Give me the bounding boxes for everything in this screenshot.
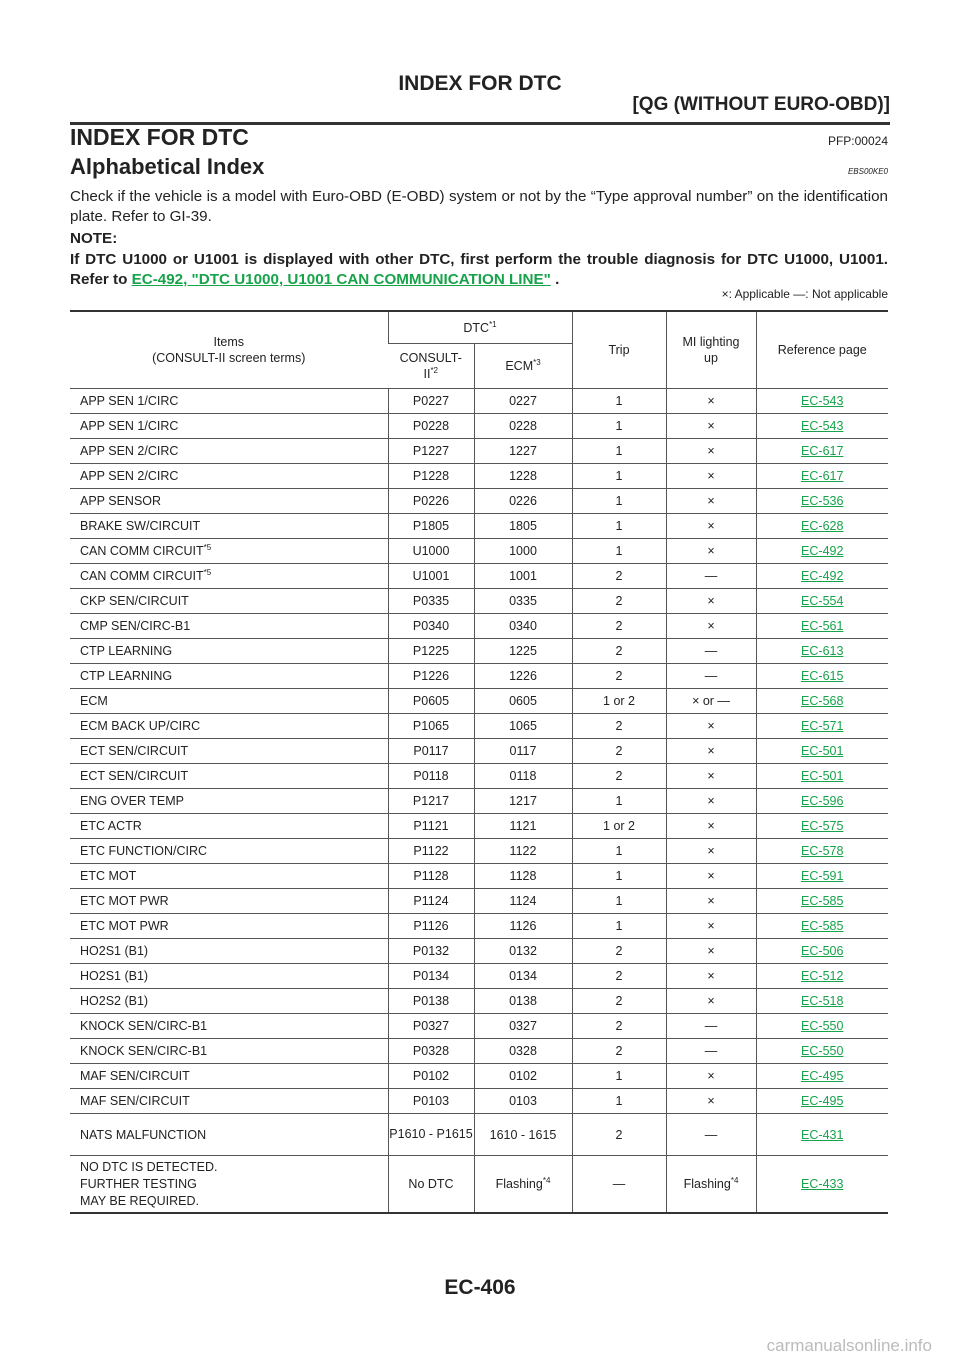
no-dtc-line-1: NO DTC IS DETECTED. (80, 1159, 218, 1174)
cell-item: CKP SEN/CIRCUIT (70, 589, 388, 614)
cell-mi: × (666, 989, 756, 1014)
cell-trip: 2 (572, 1014, 666, 1039)
table-row (70, 964, 888, 989)
table-row-no-dtc (70, 1156, 888, 1214)
cell-trip: 1 or 2 (572, 689, 666, 714)
cell-ecm: 0227 (474, 389, 572, 414)
pfp-code: PFP:00024 (827, 134, 888, 148)
col-header-consult (388, 344, 474, 389)
cell-ref (756, 714, 888, 739)
table-row (70, 1039, 888, 1064)
cell-trip: 1 (572, 439, 666, 464)
cell-ref (756, 864, 888, 889)
col-header-ref: Reference page (756, 311, 888, 389)
cell-item: BRAKE SW/CIRCUIT (70, 514, 388, 539)
reference-link[interactable]: EC-431 (801, 1127, 844, 1142)
cell-ref (756, 1039, 888, 1064)
cell-mi: × (666, 439, 756, 464)
cell-consult: P1805 (388, 514, 474, 539)
reference-link[interactable]: EC-585 (801, 919, 844, 933)
cell-consult: U1001 (388, 564, 474, 589)
cell-ecm: 1227 (474, 439, 572, 464)
cell-item: ETC FUNCTION/CIRC (70, 839, 388, 864)
cell-trip: 2 (572, 664, 666, 689)
cell-trip: 2 (572, 1039, 666, 1064)
cell-ref (756, 839, 888, 864)
cell-ref (756, 464, 888, 489)
cell-ecm: 1610 - 1615 (474, 1114, 572, 1156)
note-text (70, 250, 888, 290)
table-row (70, 814, 888, 839)
items-label: Items (213, 335, 245, 349)
cell-ecm (474, 1156, 572, 1214)
reference-link[interactable]: EC-501 (801, 744, 844, 758)
cell-item: MAF SEN/CIRCUIT (70, 1064, 388, 1089)
col-header-trip: Trip (572, 311, 666, 389)
table-row (70, 1064, 888, 1089)
cell-ecm: 0328 (474, 1039, 572, 1064)
cell-ecm: 0335 (474, 589, 572, 614)
cell-item: ENG OVER TEMP (70, 789, 388, 814)
reference-link[interactable]: EC-554 (801, 594, 844, 608)
running-header-title: INDEX FOR DTC (398, 72, 562, 95)
cell-item: NATS MALFUNCTION (70, 1114, 388, 1156)
cell-item (70, 1156, 388, 1214)
table-row (70, 664, 888, 689)
reference-link[interactable]: EC-591 (801, 869, 844, 883)
cell-mi: — (666, 564, 756, 589)
cell-trip: 2 (572, 939, 666, 964)
cell-trip: 2 (572, 964, 666, 989)
cell-mi: × (666, 764, 756, 789)
reference-link[interactable]: EC-536 (801, 494, 844, 508)
cell-item: APP SEN 1/CIRC (70, 389, 388, 414)
cell-consult: P0335 (388, 589, 474, 614)
cell-item: CTP LEARNING (70, 639, 388, 664)
cell-ref (756, 564, 888, 589)
cell-ecm: 1121 (474, 814, 572, 839)
table-row (70, 839, 888, 864)
cell-trip: 2 (572, 564, 666, 589)
cell-ref (756, 514, 888, 539)
cell-ecm: 0228 (474, 414, 572, 439)
cell-consult: P0227 (388, 389, 474, 414)
reference-link[interactable]: EC-492 (801, 569, 844, 583)
cell-consult: P0228 (388, 414, 474, 439)
cell-mi: × or — (666, 689, 756, 714)
dtc-index-table (70, 310, 888, 1214)
cell-mi: × (666, 1089, 756, 1114)
cell-ecm: 0118 (474, 764, 572, 789)
cell-trip: 1 (572, 864, 666, 889)
cell-item: CTP LEARNING (70, 664, 388, 689)
items-sub-label: (CONSULT-II screen terms) (152, 351, 306, 365)
dtc-label: DTC (463, 320, 490, 335)
cell-consult: P1121 (388, 814, 474, 839)
ecm-footnote: *3 (533, 357, 541, 367)
cell-ref (756, 739, 888, 764)
cell-trip: 2 (572, 739, 666, 764)
item-label: CAN COMM CIRCUIT (80, 569, 204, 583)
cell-consult: P0118 (388, 764, 474, 789)
table-row (70, 1014, 888, 1039)
cell-trip: 2 (572, 1114, 666, 1156)
cell-ecm: 1001 (474, 564, 572, 589)
cell-trip: 1 (572, 414, 666, 439)
table-row (70, 764, 888, 789)
reference-link[interactable]: EC-575 (801, 819, 844, 833)
cell-consult: P0103 (388, 1089, 474, 1114)
cell-trip: 1 (572, 789, 666, 814)
item-label: CAN COMM CIRCUIT (80, 544, 204, 558)
mi-flashing: Flashing (683, 1177, 731, 1191)
table-row (70, 614, 888, 639)
cell-consult: P0134 (388, 964, 474, 989)
table-row (70, 1089, 888, 1114)
cell-trip: 2 (572, 639, 666, 664)
cell-ecm: 1122 (474, 839, 572, 864)
cell-mi: — (666, 1114, 756, 1156)
cell-ref (756, 939, 888, 964)
consult-footnote: *2 (430, 365, 438, 375)
cell-trip: 1 (572, 1089, 666, 1114)
cell-consult: P0226 (388, 489, 474, 514)
cell-consult: P0327 (388, 1014, 474, 1039)
cell-item: APP SENSOR (70, 489, 388, 514)
cell-item: KNOCK SEN/CIRC-B1 (70, 1039, 388, 1064)
cell-consult: P1228 (388, 464, 474, 489)
table-row (70, 1114, 888, 1156)
reference-link[interactable]: EC-550 (801, 1019, 844, 1033)
reference-link[interactable]: EC-543 (801, 419, 844, 433)
cell-consult: P1217 (388, 789, 474, 814)
subsection-title: Alphabetical Index (70, 154, 265, 179)
cell-ecm: 1128 (474, 864, 572, 889)
cell-trip: 1 (572, 839, 666, 864)
cell-mi: × (666, 414, 756, 439)
cell-ref (756, 539, 888, 564)
cell-ref (756, 389, 888, 414)
cell-ecm: 0605 (474, 689, 572, 714)
consult-label-a: CONSULT- (399, 351, 462, 365)
ecm-flashing-footnote: *4 (542, 1175, 551, 1185)
cell-ref (756, 689, 888, 714)
cell-ecm: 1000 (474, 539, 572, 564)
reference-link[interactable]: EC-617 (801, 469, 844, 483)
cell-ref (756, 664, 888, 689)
no-dtc-line-3: MAY BE REQUIRED. (80, 1193, 200, 1208)
cell-mi: × (666, 614, 756, 639)
cell-mi: × (666, 714, 756, 739)
ecm-label: ECM (505, 359, 534, 373)
reference-link[interactable]: EC-617 (801, 444, 844, 458)
cell-ecm: 1805 (474, 514, 572, 539)
cell-trip: 1 or 2 (572, 814, 666, 839)
cell-item: APP SEN 1/CIRC (70, 414, 388, 439)
table-row (70, 989, 888, 1014)
col-header-items (70, 311, 388, 389)
cell-item: ECT SEN/CIRCUIT (70, 764, 388, 789)
cell-item: ECM BACK UP/CIRC (70, 714, 388, 739)
table-row (70, 789, 888, 814)
cell-item (70, 564, 388, 589)
table-row (70, 439, 888, 464)
cell-ref (756, 1089, 888, 1114)
cell-consult: P1128 (388, 864, 474, 889)
cell-ecm: 1228 (474, 464, 572, 489)
cell-trip: 1 (572, 389, 666, 414)
col-header-mi: MI lighting up (666, 311, 756, 389)
table-row (70, 939, 888, 964)
cell-ecm: 0132 (474, 939, 572, 964)
cell-mi: × (666, 489, 756, 514)
ecm-flashing: Flashing (495, 1177, 543, 1191)
note-end: . (555, 271, 560, 288)
reference-link[interactable]: EC-543 (801, 394, 844, 408)
table-row (70, 414, 888, 439)
cell-ecm: 0327 (474, 1014, 572, 1039)
cell-ref (756, 764, 888, 789)
table-row (70, 864, 888, 889)
site-watermark: carmanualsonline.info (766, 1336, 932, 1355)
cell-trip: 1 (572, 914, 666, 939)
cell-item: ETC ACTR (70, 814, 388, 839)
cell-ecm: 0226 (474, 489, 572, 514)
cell-item: APP SEN 2/CIRC (70, 439, 388, 464)
cell-ref (756, 889, 888, 914)
cell-mi: × (666, 739, 756, 764)
cell-ref (756, 614, 888, 639)
cell-item: HO2S1 (B1) (70, 964, 388, 989)
table-row (70, 714, 888, 739)
cell-trip: 2 (572, 989, 666, 1014)
cell-mi: × (666, 889, 756, 914)
col-header-dtc (388, 311, 572, 344)
cell-ref (756, 489, 888, 514)
cell-item: HO2S1 (B1) (70, 939, 388, 964)
item-footnote: *5 (203, 567, 212, 577)
cell-consult: P0117 (388, 739, 474, 764)
reference-link[interactable]: EC-512 (801, 969, 844, 983)
cell-mi: × (666, 789, 756, 814)
cell-mi: × (666, 839, 756, 864)
cell-ref (756, 789, 888, 814)
cell-trip: 2 (572, 714, 666, 739)
cell-mi: × (666, 864, 756, 889)
cell-trip: 2 (572, 614, 666, 639)
cell-mi: × (666, 914, 756, 939)
reference-link[interactable]: EC-615 (801, 669, 844, 683)
cell-ref (756, 914, 888, 939)
cell-consult: P1126 (388, 914, 474, 939)
cell-mi: × (666, 814, 756, 839)
table-row (70, 689, 888, 714)
cell-mi (666, 1156, 756, 1214)
reference-link[interactable]: EC-585 (801, 894, 844, 908)
cell-ref (756, 639, 888, 664)
cell-ecm: 1226 (474, 664, 572, 689)
reference-link[interactable]: EC-596 (801, 794, 844, 808)
cell-ecm: 0138 (474, 989, 572, 1014)
page-number: EC-406 (444, 1276, 516, 1299)
reference-link[interactable]: EC-568 (801, 694, 844, 708)
mi-flashing-footnote: *4 (730, 1175, 739, 1185)
cell-consult: P0328 (388, 1039, 474, 1064)
cell-ecm: 0103 (474, 1089, 572, 1114)
reference-link[interactable]: EC-495 (801, 1094, 844, 1108)
cell-item: KNOCK SEN/CIRC-B1 (70, 1014, 388, 1039)
cell-item: ETC MOT PWR (70, 889, 388, 914)
dtc-table-body (70, 389, 888, 1214)
reference-link[interactable]: EC-501 (801, 769, 844, 783)
cell-item: APP SEN 2/CIRC (70, 464, 388, 489)
cell-ref (756, 1014, 888, 1039)
cell-item: ECT SEN/CIRCUIT (70, 739, 388, 764)
cell-consult: P1122 (388, 839, 474, 864)
note-reference-link[interactable]: EC-492, "DTC U1000, U1001 CAN COMMUNICATION LINE" (131, 271, 551, 288)
note-label: NOTE: (70, 230, 118, 247)
reference-link[interactable]: EC-506 (801, 944, 844, 958)
cell-consult: P1226 (388, 664, 474, 689)
cell-ref (756, 1156, 888, 1214)
col-header-ecm (474, 344, 572, 389)
reference-link[interactable]: EC-561 (801, 619, 844, 633)
reference-link[interactable]: EC-495 (801, 1069, 844, 1083)
note-body: If DTC U1000 or U1001 is displayed with other DTC, first perform the trouble diagnosis for DTC U1000, U1001. Refer to (70, 251, 888, 288)
table-row (70, 914, 888, 939)
cell-consult: P0340 (388, 614, 474, 639)
cell-trip: 1 (572, 539, 666, 564)
reference-link[interactable]: EC-550 (801, 1044, 844, 1058)
table-row (70, 739, 888, 764)
cell-consult: P1227 (388, 439, 474, 464)
reference-link[interactable]: EC-628 (801, 519, 844, 533)
table-row (70, 489, 888, 514)
table-row (70, 564, 888, 589)
section-title: INDEX FOR DTC (70, 124, 249, 150)
cell-ecm: 0102 (474, 1064, 572, 1089)
consult-label-b: II (423, 367, 431, 381)
cell-consult: P1610 - P1615 (388, 1114, 474, 1156)
cell-ref (756, 1114, 888, 1156)
no-dtc-line-2: FURTHER TESTING (80, 1176, 197, 1191)
cell-trip: 2 (572, 764, 666, 789)
cell-mi: × (666, 539, 756, 564)
cell-item: MAF SEN/CIRCUIT (70, 1089, 388, 1114)
cell-mi: × (666, 589, 756, 614)
cell-item: ETC MOT PWR (70, 914, 388, 939)
cell-mi: × (666, 514, 756, 539)
dtc-footnote: *1 (489, 319, 497, 329)
cell-mi: — (666, 1014, 756, 1039)
reference-link[interactable]: EC-613 (801, 644, 844, 658)
cell-consult: P0102 (388, 1064, 474, 1089)
cell-consult: P1065 (388, 714, 474, 739)
cell-item (70, 539, 388, 564)
table-row (70, 639, 888, 664)
cell-mi: — (666, 664, 756, 689)
cell-consult: P0132 (388, 939, 474, 964)
cell-ref (756, 814, 888, 839)
intro-paragraph: Check if the vehicle is a model with Euro-OBD (E-OBD) system or not by the “Type approval number” on the identification plate. Refer to GI-39. (70, 188, 888, 225)
table-row (70, 389, 888, 414)
cell-item: ETC MOT (70, 864, 388, 889)
cell-mi: × (666, 389, 756, 414)
cell-consult: P1124 (388, 889, 474, 914)
cell-ecm: 1217 (474, 789, 572, 814)
cell-mi: × (666, 464, 756, 489)
cell-item: ECM (70, 689, 388, 714)
cell-trip: 1 (572, 489, 666, 514)
cell-ecm: 1124 (474, 889, 572, 914)
cell-consult: No DTC (388, 1156, 474, 1214)
cell-ref (756, 589, 888, 614)
reference-link[interactable]: EC-518 (801, 994, 844, 1008)
cell-trip: 1 (572, 514, 666, 539)
cell-ecm: 0117 (474, 739, 572, 764)
cell-mi: — (666, 1039, 756, 1064)
cell-ref (756, 1064, 888, 1089)
applicability-legend: ×: Applicable —: Not applicable (721, 287, 888, 301)
cell-trip: — (572, 1156, 666, 1214)
cell-trip: 2 (572, 589, 666, 614)
cell-consult: P1225 (388, 639, 474, 664)
cell-trip: 1 (572, 1064, 666, 1089)
cell-ecm: 0340 (474, 614, 572, 639)
reference-link[interactable]: EC-578 (801, 844, 844, 858)
cell-ref (756, 989, 888, 1014)
table-row (70, 464, 888, 489)
cell-ecm: 1126 (474, 914, 572, 939)
table-row (70, 589, 888, 614)
reference-link[interactable]: EC-492 (801, 544, 844, 558)
table-row (70, 539, 888, 564)
table-row (70, 889, 888, 914)
cell-trip: 1 (572, 889, 666, 914)
running-header-subtitle: [QG (WITHOUT EURO-OBD)] (632, 94, 890, 115)
table-row (70, 514, 888, 539)
reference-link[interactable]: EC-433 (801, 1177, 844, 1191)
cell-ref (756, 439, 888, 464)
cell-trip: 1 (572, 464, 666, 489)
reference-link[interactable]: EC-571 (801, 719, 844, 733)
cell-mi: × (666, 964, 756, 989)
cell-ecm: 1225 (474, 639, 572, 664)
cell-mi: — (666, 639, 756, 664)
cell-item: CMP SEN/CIRC-B1 (70, 614, 388, 639)
cell-consult: U1000 (388, 539, 474, 564)
cell-mi: × (666, 1064, 756, 1089)
cell-ecm: 1065 (474, 714, 572, 739)
cell-ref (756, 964, 888, 989)
item-footnote: *5 (203, 542, 212, 552)
cell-mi: × (666, 939, 756, 964)
cell-ecm: 0134 (474, 964, 572, 989)
cell-item: HO2S2 (B1) (70, 989, 388, 1014)
cell-consult: P0138 (388, 989, 474, 1014)
section-code: EBS00KE0 (847, 167, 888, 176)
cell-consult: P0605 (388, 689, 474, 714)
cell-ref (756, 414, 888, 439)
